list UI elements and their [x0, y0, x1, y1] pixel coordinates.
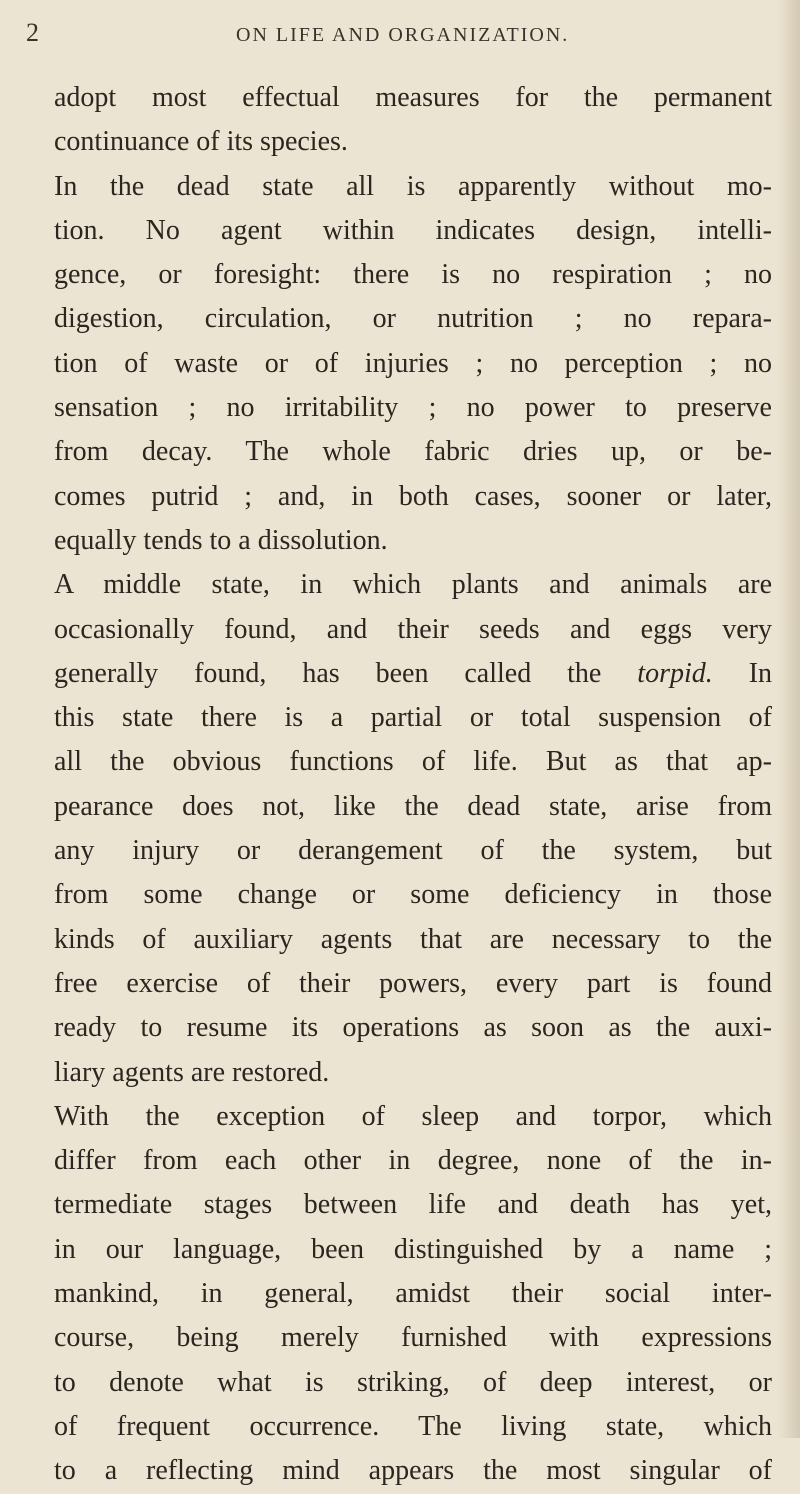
text-line: [54, 253, 772, 297]
text-line: [54, 1095, 772, 1139]
text-line-content: this state there is a partial or total suspension of: [54, 702, 772, 734]
text-line-content: all the obvious functions of life. But as that ap-: [54, 746, 772, 778]
text-line-content: In the dead state all is apparently without mo-: [54, 170, 772, 202]
text-line: [54, 1316, 772, 1360]
text-line-content: termediate stages between life and death has yet,: [54, 1189, 772, 1221]
text-line-content: course, being merely furnished with expressions: [54, 1322, 772, 1354]
text-line-content: tion. No agent within indicates design, intelli-: [54, 214, 772, 246]
text-line: [54, 652, 772, 696]
text-line: [54, 386, 772, 430]
text-line: [54, 696, 772, 740]
text-line: [54, 1361, 772, 1405]
text-line-content: digestion, circulation, or nutrition ; no repara-: [54, 303, 772, 335]
text-line-content: sensation ; no irritability ; no power to preserve: [54, 392, 772, 424]
text-line: [54, 563, 772, 607]
text-line-content: of frequent occurrence. The living state, which: [54, 1410, 772, 1442]
body-text: [54, 76, 772, 1494]
text-line: [54, 519, 772, 563]
running-title: ON LIFE AND ORGANIZATION.: [236, 24, 570, 46]
text-line-content: continuance of its species.: [54, 126, 348, 158]
text-line-content: tion of waste or of injuries ; no perception ; no: [54, 347, 772, 379]
text-line-content: gence, or foresight: there is no respiration ; no: [54, 259, 772, 291]
text-line-content: liary agents are restored.: [54, 1056, 330, 1088]
text-line-content: With the exception of sleep and torpor, which: [54, 1100, 772, 1132]
text-line: [54, 165, 772, 209]
text-line: [54, 829, 772, 873]
text-line-content: occasionally found, and their seeds and eggs very: [54, 613, 772, 645]
text-line: [54, 1183, 772, 1227]
text-line: [54, 1006, 772, 1050]
text-line: [54, 209, 772, 253]
text-line-content: mankind, in general, amidst their social inter-: [54, 1278, 772, 1310]
text-line-content: kinds of auxiliary agents that are necessary to the: [54, 923, 772, 955]
running-head: [26, 18, 740, 58]
text-line: [54, 1405, 772, 1449]
text-line-content: pearance does not, like the dead state, arise from: [54, 790, 772, 822]
text-line: [54, 120, 772, 164]
text-line: [54, 1051, 772, 1095]
text-line: [54, 918, 772, 962]
text-line-content: comes putrid ; and, in both cases, sooner or later,: [54, 480, 772, 512]
text-line: [54, 1228, 772, 1272]
text-line-content: equally tends to a dissolution.: [54, 524, 388, 556]
text-line: [54, 740, 772, 784]
text-line-content: differ from each other in degree, none of the in-: [54, 1145, 772, 1177]
text-line-tail: In: [712, 657, 773, 689]
text-line: [54, 475, 772, 519]
text-line: [54, 1449, 772, 1493]
text-line-content: from decay. The whole fabric dries up, or be-: [54, 436, 772, 468]
text-line: [54, 608, 772, 652]
text-line: [54, 1139, 772, 1183]
page-number: 2: [26, 18, 39, 47]
text-line: [54, 430, 772, 474]
text-line-content: to a reflecting mind appears the most singular of: [54, 1455, 772, 1487]
text-line: [54, 785, 772, 829]
text-line-content: any injury or derangement of the system, but: [54, 835, 772, 867]
text-line: [54, 873, 772, 917]
text-line: [54, 342, 772, 386]
text-line-content: in our language, been distinguished by a name ;: [54, 1233, 772, 1265]
text-line: [54, 962, 772, 1006]
text-line-content: from some change or some deficiency in those: [54, 879, 772, 911]
text-line: [54, 1272, 772, 1316]
text-line-content: A middle state, in which plants and animals are: [54, 569, 772, 601]
italic-term: torpid.: [637, 657, 713, 689]
text-line-content: ready to resume its operations as soon as the auxi-: [54, 1012, 772, 1044]
text-line-content: generally found, has been called the: [54, 657, 602, 689]
text-line-content: free exercise of their powers, every part is found: [54, 967, 772, 999]
text-line: [54, 297, 772, 341]
text-line: [54, 76, 772, 120]
text-line-content: to denote what is striking, of deep interest, or: [54, 1366, 772, 1398]
text-line-content: adopt most effectual measures for the permanent: [54, 82, 772, 113]
